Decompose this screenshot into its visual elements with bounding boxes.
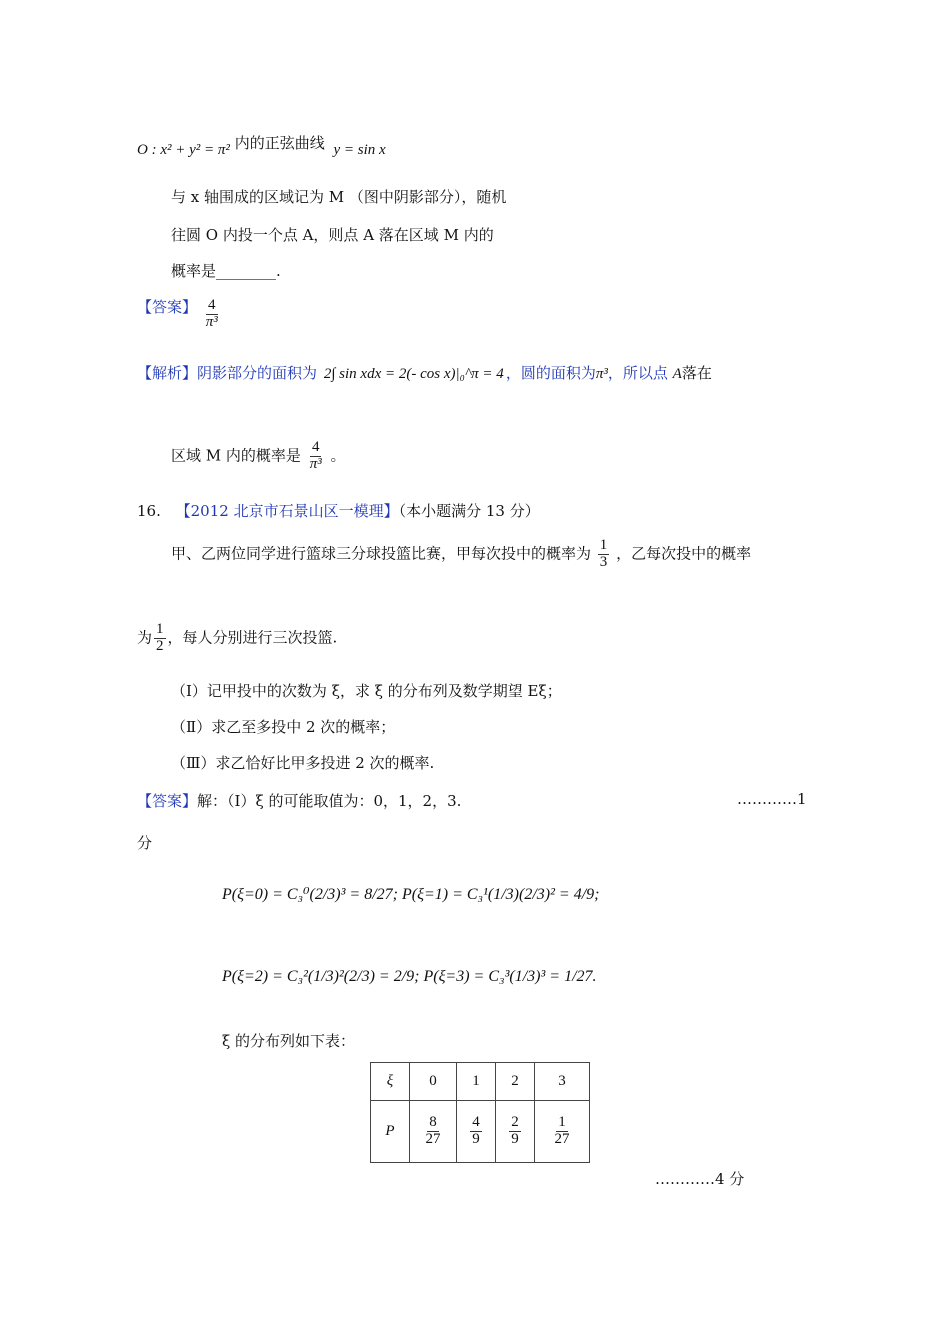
p0-numerator: 8 [429, 1114, 437, 1131]
conclusion-end: 。 [330, 446, 346, 465]
conclusion-numerator: 4 [311, 439, 320, 455]
table-probability-row [371, 1101, 590, 1163]
q15-analysis [137, 362, 712, 383]
q16-part3: （Ⅲ）求乙恰好比甲多投进 2 次的概率. [171, 754, 435, 772]
q15-line4: 概率是________. [171, 262, 281, 280]
q15-line1-text: 内的正弦曲线 [234, 134, 325, 152]
sine-curve-equation: y = sin x [333, 142, 386, 158]
q16-stem1 [171, 538, 751, 571]
question-number: 16. [137, 502, 161, 520]
score-marker-1-unit: 分 [137, 834, 153, 852]
table-header-3: 3 [535, 1063, 590, 1101]
conclusion-denominator: π³ [309, 455, 322, 472]
table-cell-p0 [410, 1101, 457, 1163]
circle-equation: O : x² + y² = π² [137, 142, 230, 158]
prob-yi-fraction [154, 622, 166, 655]
point-a: A [672, 366, 682, 382]
analysis-text2: ，圆的面积为 [505, 364, 596, 382]
conclusion-fraction [308, 440, 324, 473]
table-row-label: P [371, 1101, 410, 1163]
stem1-text: 甲、乙两位同学进行篮球三分球投篮比赛，甲每次投中的概率为 [171, 544, 592, 563]
circle-area: π³ [595, 366, 608, 382]
prob-yi-denominator: 2 [156, 637, 164, 654]
p0-denominator: 27 [425, 1131, 441, 1147]
analysis-tag: 【解析】 [137, 364, 198, 382]
integral-expression: 2∫ sin xdx = 2(- cos x)|₀^π = 4 [323, 366, 504, 382]
question-score: （本小题满分 13 分） [398, 502, 540, 520]
table-cell-p1 [457, 1101, 496, 1163]
p1-denominator: 9 [472, 1131, 480, 1147]
q15-line2: 与 x 轴围成的区域记为 M （图中阴影部分），随机 [171, 188, 507, 206]
table-caption: ξ 的分布列如下表： [222, 1032, 356, 1050]
q16-answer-intro [137, 790, 461, 811]
answer-numerator: 4 [208, 297, 216, 313]
probability-formula-2: P(ξ=2) = C₃²(1/3)²(2/3) = 2/9; P(ξ=3) = C₃³(1/3)³ = 1/27. [222, 968, 597, 985]
q16-part2: （Ⅱ）求乙至多投中 2 次的概率； [171, 718, 396, 736]
table-header-xi: ξ [371, 1063, 410, 1101]
q15-line1 [137, 134, 386, 159]
q16-stem2 [137, 622, 337, 655]
q15-answer [137, 298, 222, 331]
q16-part1: （Ⅰ）记甲投中的次数为 ξ，求 ξ 的分布列及数学期望 Eξ； [171, 682, 562, 700]
stem2-end: ，每人分别进行三次投篮. [167, 628, 338, 647]
analysis-text1: 阴影部分的面积为 [197, 364, 318, 382]
stem1-end: ，乙每次投中的概率 [616, 544, 752, 563]
table-cell-p2 [496, 1101, 535, 1163]
q15-conclusion [171, 440, 346, 473]
p1-numerator: 4 [472, 1114, 480, 1131]
answer-fraction [204, 298, 220, 331]
conclusion-text: 区域 M 内的概率是 [171, 446, 301, 465]
prob-jia-fraction [598, 538, 610, 571]
answer-tag: 【答案】 [137, 298, 198, 317]
answer-denominator: π³ [205, 313, 218, 330]
score-marker-4: …………4 分 [655, 1170, 745, 1188]
table-header-row [371, 1063, 590, 1101]
answer-tag-16: 【答案】 [137, 792, 198, 810]
q15-line3: 往圆 O 内投一个点 A，则点 A 落在区域 M 内的 [171, 226, 494, 244]
prob-jia-denominator: 3 [599, 553, 608, 570]
question-source: 【2012 北京市石景山区一模理】 [175, 502, 399, 520]
probability-formula-1: P(ξ=0) = C₃⁰(2/3)³ = 8/27; P(ξ=1) = C₃¹(1/3)(2/3)² = 4/9; [222, 886, 600, 903]
analysis-text3: ，所以点 [607, 364, 668, 382]
score-marker-1: …………1 [737, 790, 807, 808]
p2-numerator: 2 [511, 1114, 519, 1131]
table-header-1: 1 [457, 1063, 496, 1101]
table-header-0: 0 [410, 1063, 457, 1101]
answer-intro-text: 解：（Ⅰ）ξ 的可能取值为：0，1，2，3. [197, 792, 462, 810]
analysis-text4: 落在 [681, 364, 712, 382]
prob-yi-numerator: 1 [156, 621, 164, 637]
stem2-start: 为 [137, 628, 153, 647]
q16-header [137, 500, 540, 521]
p2-denominator: 9 [511, 1131, 519, 1147]
prob-jia-numerator: 1 [599, 537, 608, 553]
table-header-2: 2 [496, 1063, 535, 1101]
distribution-table-wrapper [370, 1062, 590, 1163]
table-cell-p3 [535, 1101, 590, 1163]
distribution-table [370, 1062, 590, 1163]
p3-numerator: 1 [558, 1114, 566, 1131]
p3-denominator: 27 [554, 1131, 570, 1147]
